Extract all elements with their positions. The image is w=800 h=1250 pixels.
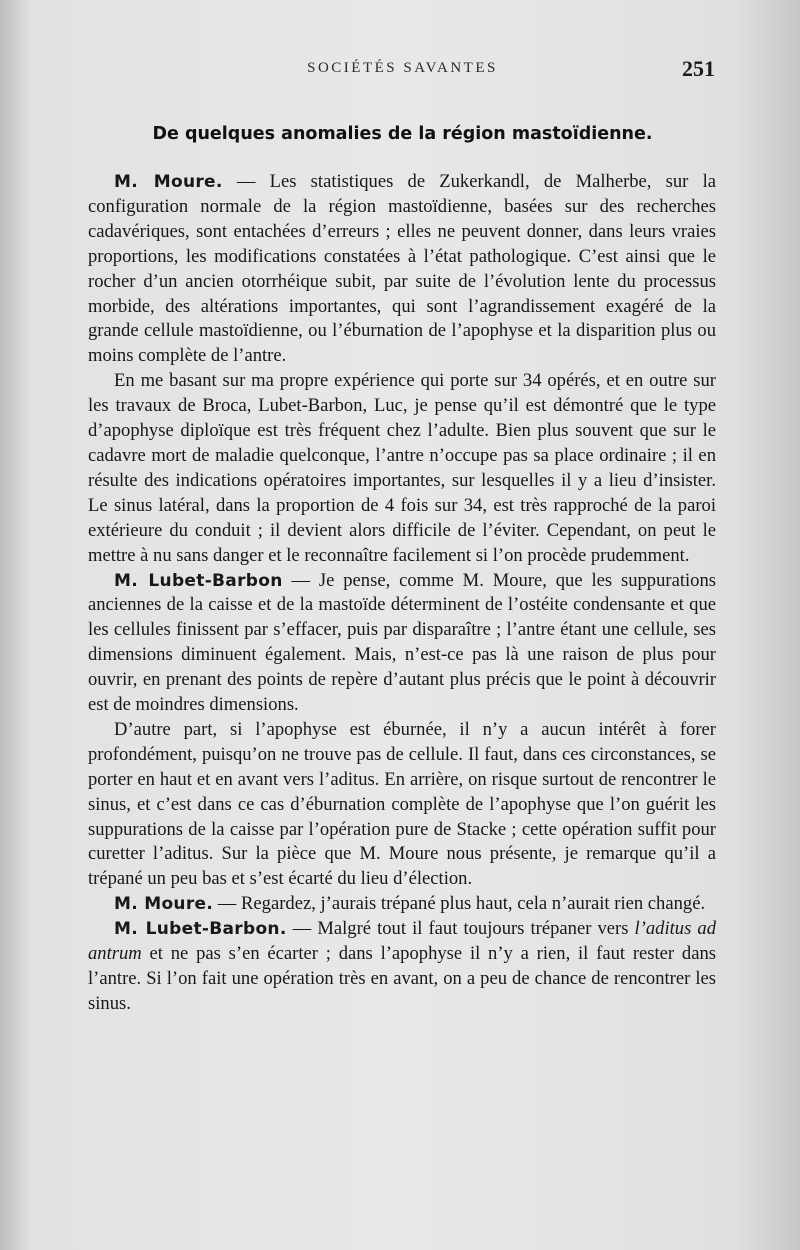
paragraph-lubet-barbon-1 [88,569,716,718]
article-title: De quelques anomalies de la région mastoïdienne. [152,124,653,144]
paragraph-text: D’autre part, si l’apophyse est éburnée, il n’y a aucun intérêt à forer profondément, puisqu’on ne trouve pas de cellule. Il faut, dans ces circonstances, se porter en haut et en avant vers l’aditus. En arrière, on risque surtout de rencontrer le sinus, et c’est dans ce cas d’éburnation complète de l’apophyse que l’on guérit les suppurations de la caisse par l’opération pure de Stacke ; cette opération suffit pour curetter l’aditus. Sur la pièce que M. Moure nous présente, je remarque qu’il a trépané un peu bas et s’est écarté du lieu d’élection. [88,718,716,890]
italic-term: l’aditus ad antrum [88,918,716,965]
paragraph-text: En me basant sur ma propre expérience qui porte sur 34 opérés, et en outre sur les travaux de Broca, Lubet-Barbon, Luc, je pense qu’il est démontré que le type d’apophyse diploïque est très fréquent chez l’adulte. Bien plus souvent que sur le cadavre mort de maladie quelconque, l’antre n’occupe pas sa place ordinaire ; il en résulte des indications opératoires importantes, sur lesquelles il y a lieu d’insister. Le sinus latéral, dans la proportion de 4 fois sur 34, est très rapproché de la paroi extérieure du conduit ; il devient alors difficile de l’éviter. Cependant, on peut le mettre à nu sans danger et le reconnaître facilement si l’on procède prudemment. [88,370,716,566]
paragraph-text: — Regardez, j’aurais trépané plus haut, cela n’aurait rien changé. [213,893,706,915]
speaker-name: M. Moure. [114,172,223,192]
paragraph-text: — Malgré tout il faut toujours trépaner vers [286,918,635,940]
article-body [88,170,716,1017]
paragraph-text: — Je pense, comme M. Moure, que les suppurations anciennes de la caisse et de la mastoïde déterminent de l’ostéite condensante et que les cellules finissent par s’effacer, puis par disparaître ; l’antre étant une cellule, ses dimensions diminuent également. Mais, n’est-ce pas là une raison de plus pour ouvrir, en prenant des points de repère d’autant plus précis que le point à découvrir est de moindres dimensions. [88,569,716,716]
paragraph-moure-1 [88,170,716,369]
paragraph-lubet-barbon-3 [88,917,716,1017]
running-head [90,56,715,86]
speaker-name: M. Moure. [114,894,214,915]
paragraph-lubet-barbon-2 [88,718,716,892]
paragraph-text: — Les statistiques de Zukerkandl, de Malherbe, sur la configuration normale de la région mastoïdienne, basées sur des recherches cadavériques, sont entachées d’erreurs ; elles ne peuvent donner, dans leurs vraies proportions, les modifications constatées à l’état pathologique. C’est ainsi que le rocher d’un ancien otorrhéique subit, par suite de l’évolution lente du processus morbide, des altérations importantes, qui sont l’agrandissement exagéré de la grande cellule mastoïdienne, ou l’éburnation de l’apophyse et la disparition plus ou moins complète de l’antre. [88,171,716,367]
page-number: 251 [682,56,715,81]
paragraph-moure-3 [88,892,716,917]
speaker-name: M. Lubet-Barbon [114,570,283,591]
speaker-name: M. Lubet-Barbon. [114,919,287,940]
running-title: SOCIÉTÉS SAVANTES [307,60,498,76]
paragraph-text: et ne pas s’en écarter ; dans l’apophyse il n’y a rien, il faut rester dans l’antre. Si l’on fait une opération très en avant, on a peu de chance de rencontrer les sinus. [88,943,716,1014]
paragraph-moure-2 [88,369,716,568]
